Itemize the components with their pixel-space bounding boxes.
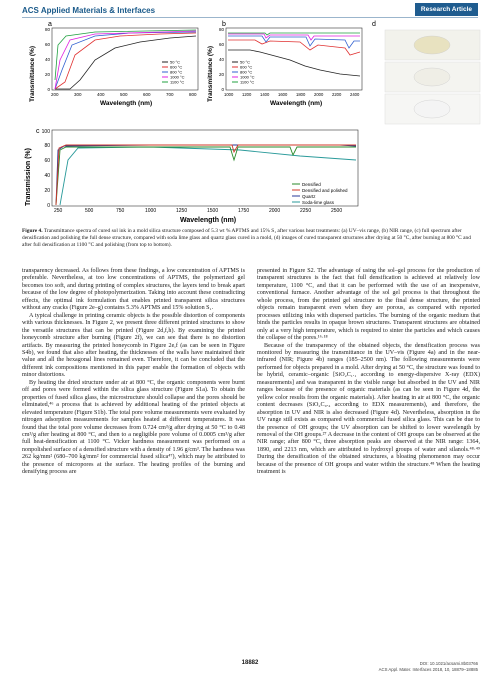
tick-label: 80 [44,27,50,32]
tick-label: 40 [44,173,50,179]
legend-label: 50 °C [170,59,181,65]
panel-a-xticks [51,92,197,97]
tick-label: 20 [218,72,224,77]
tick-label: 1750 [238,208,250,214]
tick-label: 250 [54,208,63,214]
tick-label: 2200 [332,92,342,97]
tick-label: 1400 [260,92,270,97]
tick-label: 2250 [300,208,312,214]
tick-label: 60 [44,158,50,164]
panel-b-ylabel: Transmittance (%) [207,46,214,102]
panel-a-letter: a [48,21,52,28]
legend-label: Densified and polished [302,188,348,193]
panel-c-ylabel: Transmission (%) [25,148,32,206]
citation: ACS Appl. Mater. Interfaces 2018, 10, 18879–18885 [378,666,478,672]
figure-4 [0,0,500,228]
tick-label: 20 [44,188,50,194]
legend-label: 50 °C [240,59,251,65]
panel-c-xlabel: Wavelength (nm) [180,217,237,224]
legend-label: 1000 °C [240,74,255,80]
tick-label: 1200 [242,92,252,97]
tick-label: 300 [74,92,82,97]
panel-a-yticks [45,27,51,92]
doi-link[interactable]: DOI: 10.1021/acsami.8b03766 [419,661,478,666]
paragraph: A typical challenge in printing ceramic objects is the possible distortion of components with various thicknesses. In Figure 2, we present three different printed structures to show the versatile structures that can be printed (Figure 2d,f,h). By examining the printed honeycomb structure after burning (Figure 2f), we can see that there is no distortion artifacts. By measuring the printed honeycomb in Figure 2e,f (as can be seen in Figure S4b), we found that also after heating, the thicknesses of the walls have maintained their value and all the hexagonal lines remained even. Therefore, it can be concluded that the different ink compositions mentioned in this paper enable the formation of objects with minor distortions. [22,312,245,379]
tick-label: 1600 [278,92,288,97]
journal-name: ACS Applied Materials & Interfaces [22,6,156,15]
legend-label: 600 °C [170,64,183,70]
tick-label: 500 [120,92,128,97]
panel-c-legend [292,182,348,205]
tick-label: 1000 [224,92,234,97]
tick-label: 0 [221,87,224,92]
panel-a-xlabel: Wavelength (nm) [100,100,153,107]
panel-b-legend [232,60,255,85]
paragraph: Because of the transparency of the obtained objects, the densification process was monitored by measuring the transmittance in the UV–vis (Figure 4a) and in the near-infrared (NIR; Figure 4b) ranges (185–2500 nm). The following measurements were performed for objects prepared in a mold. After drying at 50 °C, the structure was found to be hybrid, ceramic–organic [SiO₂C₁.₁ according to energy-dispersive X-ray (EDX) measurements] and was transparent in the visible range but absorbed in the UV and NIR ranges because of the presence of organic materials (as can be seen in Figure 4d, the yellow color results from the organic materials). After heating in air at 800 °C, the organic content decreases (SiO₂C₀.₄ according to EDX measurements), and therefore, the absorption in UV and NIR is also decreased (Figure 4d). Nevertheless, absorption in the UV range still exists as compared with commercial fused silica glass. This can be due to the presence of OH groups; the UV absorption can be shifted to lower wavelength by removal of the OH groups.²⁷ A decrease in the content of OH groups can be observed at the NIR range; after 800 °C, three absorption peaks are observed at the NIR range: 1364, 1890, and 2213 nm, which are attributed to hydroxyl groups of water and silanols.⁴⁸·⁴⁹ During the densification of the obtained structures, a bloating phenomenon may occur because of the presence of OH groups and water within the structure.⁴⁸ When the heating treatment is [257,342,480,476]
panel-c-letter: c [36,128,40,135]
page-number: 18882 [241,660,259,666]
caption-label: Figure 4. [22,228,43,234]
tick-label: 2400 [350,92,360,97]
tick-label: 100 [41,129,50,135]
panel-c-xticks [54,208,342,214]
legend-label: 1000 °C [170,74,185,80]
panel-a-legend [162,60,185,85]
left-column [22,268,245,477]
tick-label: 500 [85,208,94,214]
section-badge: Research Article [415,3,478,16]
legend-label: 600 °C [240,64,253,70]
tick-label: 800 [189,92,197,97]
legend-label: 1100 °C [170,79,185,85]
tick-label: 40 [44,57,50,62]
paragraph: By heating the dried structure under air at 800 °C, the organic components were burnt off and pores were formed within the silica glass structure (Figure S1a). To obtain the properties of fused silica glass, the microstructure should collapse and the pores should be eliminated,⁴⁶ a process that is achieved by additional heating of the printed objects at elevated temperature (Figure S1b). The total pore volume measurements were evaluated by nitrogen adsorption measurements for samples heated at different temperatures. It was found that the total pore volume decreases from 0.724 cm³/g after drying at 50 °C to 0.48 cm³/g after heating at 800 °C, and then to a negligible pore volume of 0.0005 cm³/g after full heat-densification at 1100 °C. Vicker hardness measurement was performed on a nonpolished surface of a densified structure with a density of 1.96 g/cm³. The hardness was 262 kg/mm² (680–700 kg/mm² for commercial fused silica⁴⁷), which may be attributed to the presence of micropores at the surface. The heating profiles of the burning and densifying process are [22,379,245,476]
tick-label: 80 [218,27,224,32]
panel-b-yticks [219,27,225,92]
tick-label: 1250 [176,208,188,214]
tick-label: 0 [47,203,50,209]
panel-b-letter: b [222,21,226,28]
curve-600c [228,40,360,55]
tick-label: 20 [44,72,50,77]
paragraph: transparency decreased. As follows from these findings, a low concentration of APTMS is preferable. Nevertheless, at too low concentrations of APTMS, the polymerized gel becomes too soft, and during printing of complex structures, the layers tend to break apart because of the low degree of photopolymerization. Taking into account these contradicting effects, the optimal ink formulation that enables printed transparent silica structures without any cracks (Figure 2e–g) contains 5.3% APTMS and 15% solution S₁. [22,268,245,312]
tick-label: 0 [47,87,50,92]
legend-label: Soda-lime glass [302,200,335,205]
legend-label: Quartz [302,194,316,199]
panel-b-xlabel: Wavelength (nm) [270,100,323,107]
panel-b-xticks [224,92,360,97]
panel-b [207,21,362,107]
panel-a-ylabel: Transmittance (%) [29,46,36,102]
tick-label: 60 [218,42,224,47]
panel-d-letter: d [372,21,376,28]
panel-a [29,21,198,107]
legend-label: 1100 °C [240,79,255,85]
tick-label: 2000 [269,208,281,214]
legend-label: Densified [302,182,321,187]
right-column [257,268,480,477]
panel-c [25,128,358,224]
tick-label: 600 [143,92,151,97]
tick-label: 2500 [331,208,343,214]
doi-block [379,661,478,672]
tick-label: 200 [51,92,59,97]
legend-label: 800 °C [240,69,253,75]
tick-label: 750 [116,208,125,214]
legend-label: 800 °C [170,69,183,75]
caption-text: Transmittance spectra of cured sol ink in a mold silica structure composed of 5.3 wt % APTMS and 15% S₁ after various heat treatments: (a) UV–vis range, (b) NIR range, (c) full spectrum after densification and polishing the full dense structure, compared with soda lime glass and quartz glass cured in a mold, (d) images of cured transparent structures after drying at 50 °C, after burning at 800 °C and after full densification at 1100 °C and polishing (from top to bottom). [22,228,471,249]
tick-label: 80 [44,143,50,149]
panel-c-yticks [42,129,51,209]
tick-label: 400 [97,92,105,97]
tick-label: 40 [218,57,224,62]
panel-d [372,21,480,124]
figure-caption [22,228,480,250]
tick-label: 1500 [207,208,219,214]
tick-label: 1000 [145,208,157,214]
tick-label: 2000 [314,92,324,97]
paragraph: presented in Figure S2. The advantage of using the sol–gel process for the production of transparent structures is the fact that full densification is achieved at relatively low temperature, 1100 °C, and that it can be performed with the use of an inexpensive, conventional furnace. Another advantage of the sol gel process is that throughout the whole process, from the printed gel structure to the final dense structure, the printed objects remain transparent even when they are porous, as compared with reported processes utilizing inks with dispersed particles. The burning of the organic medium that binds the particles results in opaque brown structures. Transparent structures are obtained only at a very high temperature, which is required to sinter the particles and which causes the collapse of the pores.¹⁶·¹⁸ [257,268,480,342]
tick-label: 60 [44,42,50,47]
tick-label: 1800 [296,92,306,97]
tick-label: 700 [166,92,174,97]
